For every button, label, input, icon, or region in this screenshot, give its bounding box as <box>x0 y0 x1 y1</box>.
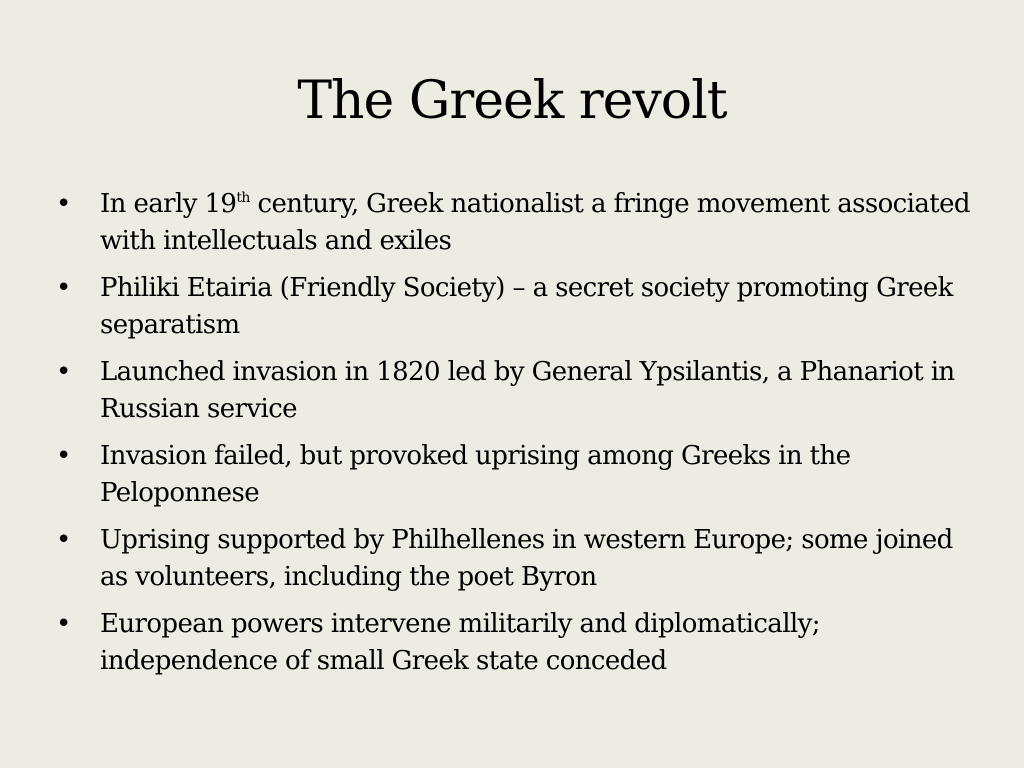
bullet-text-start: In early 19 <box>100 189 237 219</box>
bullet-icon: • <box>56 189 71 219</box>
bullet-icon: • <box>56 525 71 555</box>
bullet-text: Invasion failed, but provoked uprising among Greeks in the Peloponnese <box>100 441 851 508</box>
bullet-list <box>56 186 976 690</box>
bullet-icon: • <box>56 273 71 303</box>
bullet-text: Philiki Etairia (Friendly Society) – a secret society promoting Greek separatism <box>100 273 953 340</box>
bullet-item <box>56 606 976 680</box>
bullet-item <box>56 270 976 344</box>
bullet-item <box>56 522 976 596</box>
bullet-item <box>56 354 976 428</box>
slide-title: The Greek revolt <box>297 71 727 131</box>
bullet-item <box>56 438 976 512</box>
bullet-icon: • <box>56 357 71 387</box>
ordinal-suffix: th <box>236 190 250 206</box>
bullet-text: Launched invasion in 1820 led by General Ypsilantis, a Phanariot in Russian service <box>100 357 955 424</box>
bullet-text: Uprising supported by Philhellenes in western Europe; some joined as volunteers, including the poet Byron <box>100 525 953 592</box>
bullet-text: European powers intervene militarily and diplomatically; independence of small Greek state conceded <box>100 609 820 676</box>
bullet-icon: • <box>56 609 71 639</box>
bullet-text-end: century, Greek nationalist a fringe movement associated with intellectuals and exiles <box>100 189 970 256</box>
bullet-item <box>56 186 976 260</box>
bullet-icon: • <box>56 441 71 471</box>
